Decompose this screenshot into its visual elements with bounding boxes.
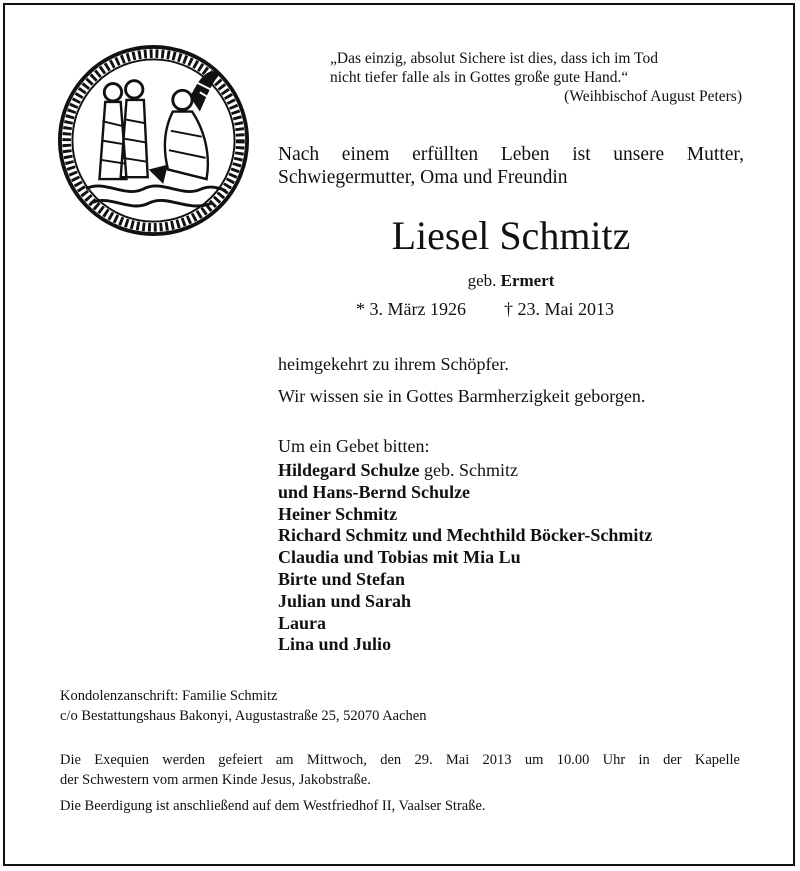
service-line-2: der Schwestern vom armen Kinde Jesus, Jakobstraße. — [60, 772, 371, 788]
family-member: Laura — [278, 612, 327, 633]
family-member: Heiner Schmitz — [278, 503, 398, 524]
family-list — [278, 460, 652, 656]
intro-line-1: Nach einem erfüllten Leben ist unsere Mutter, — [278, 144, 744, 165]
family-member: Richard Schmitz und Mechthild Böcker-Schmitz — [278, 525, 653, 546]
service-line-1: Die Exequien werden gefeiert am Mittwoch, den 29. Mai 2013 um 10.00 Uhr in der Kapelle — [60, 752, 740, 768]
life-dates — [356, 298, 614, 320]
condolence-line-2: c/o Bestattungshaus Bakonyi, Augustastraße 25, 52070 Aachen — [60, 708, 427, 724]
burial-line: Die Beerdigung ist anschließend auf dem Westfriedhof II, Vaalser Straße. — [60, 798, 486, 814]
intro-line-2: Schwiegermutter, Oma und Freundin — [278, 167, 568, 188]
condolence-address — [60, 686, 426, 726]
quote-attribution: (Weihbischof August Peters) — [564, 88, 742, 105]
family-member: Julian und Sarah — [278, 590, 412, 611]
mercy-text: Wir wissen sie in Gottes Barmherzigkeit geborgen. — [278, 386, 646, 406]
born-prefix: geb. — [467, 271, 497, 290]
family-member: Birte und Stefan — [278, 568, 406, 589]
birth-date: * 3. März 1926 — [356, 299, 466, 319]
maiden-name-line — [278, 270, 744, 292]
intro-text — [278, 143, 744, 189]
service-info — [60, 750, 740, 816]
religious-medallion-icon — [57, 44, 250, 237]
homecoming-text: heimgekehrt zu ihrem Schöpfer. — [278, 354, 509, 374]
condolence-line-1: Kondolenzanschrift: Familie Schmitz — [60, 688, 278, 704]
family-member: und Hans-Bernd Schulze — [278, 481, 471, 502]
death-date: † 23. Mai 2013 — [503, 299, 614, 319]
quote-line-1: „Das einzig, absolut Sichere ist dies, dass ich im Tod — [330, 50, 658, 67]
quote-block — [330, 49, 742, 106]
family-member: Claudia und Tobias mit Mia Lu — [278, 547, 521, 568]
quote-line-2: nicht tiefer falle als in Gottes große gute Hand.“ — [330, 69, 629, 86]
prayer-request: Um ein Gebet bitten: — [278, 436, 430, 456]
family-member: Hildegard Schulze geb. Schmitz — [278, 460, 518, 480]
family-member: Lina und Julio — [278, 634, 392, 655]
maiden-name: Ermert — [500, 271, 555, 290]
deceased-name: Liesel Schmitz — [391, 213, 631, 258]
